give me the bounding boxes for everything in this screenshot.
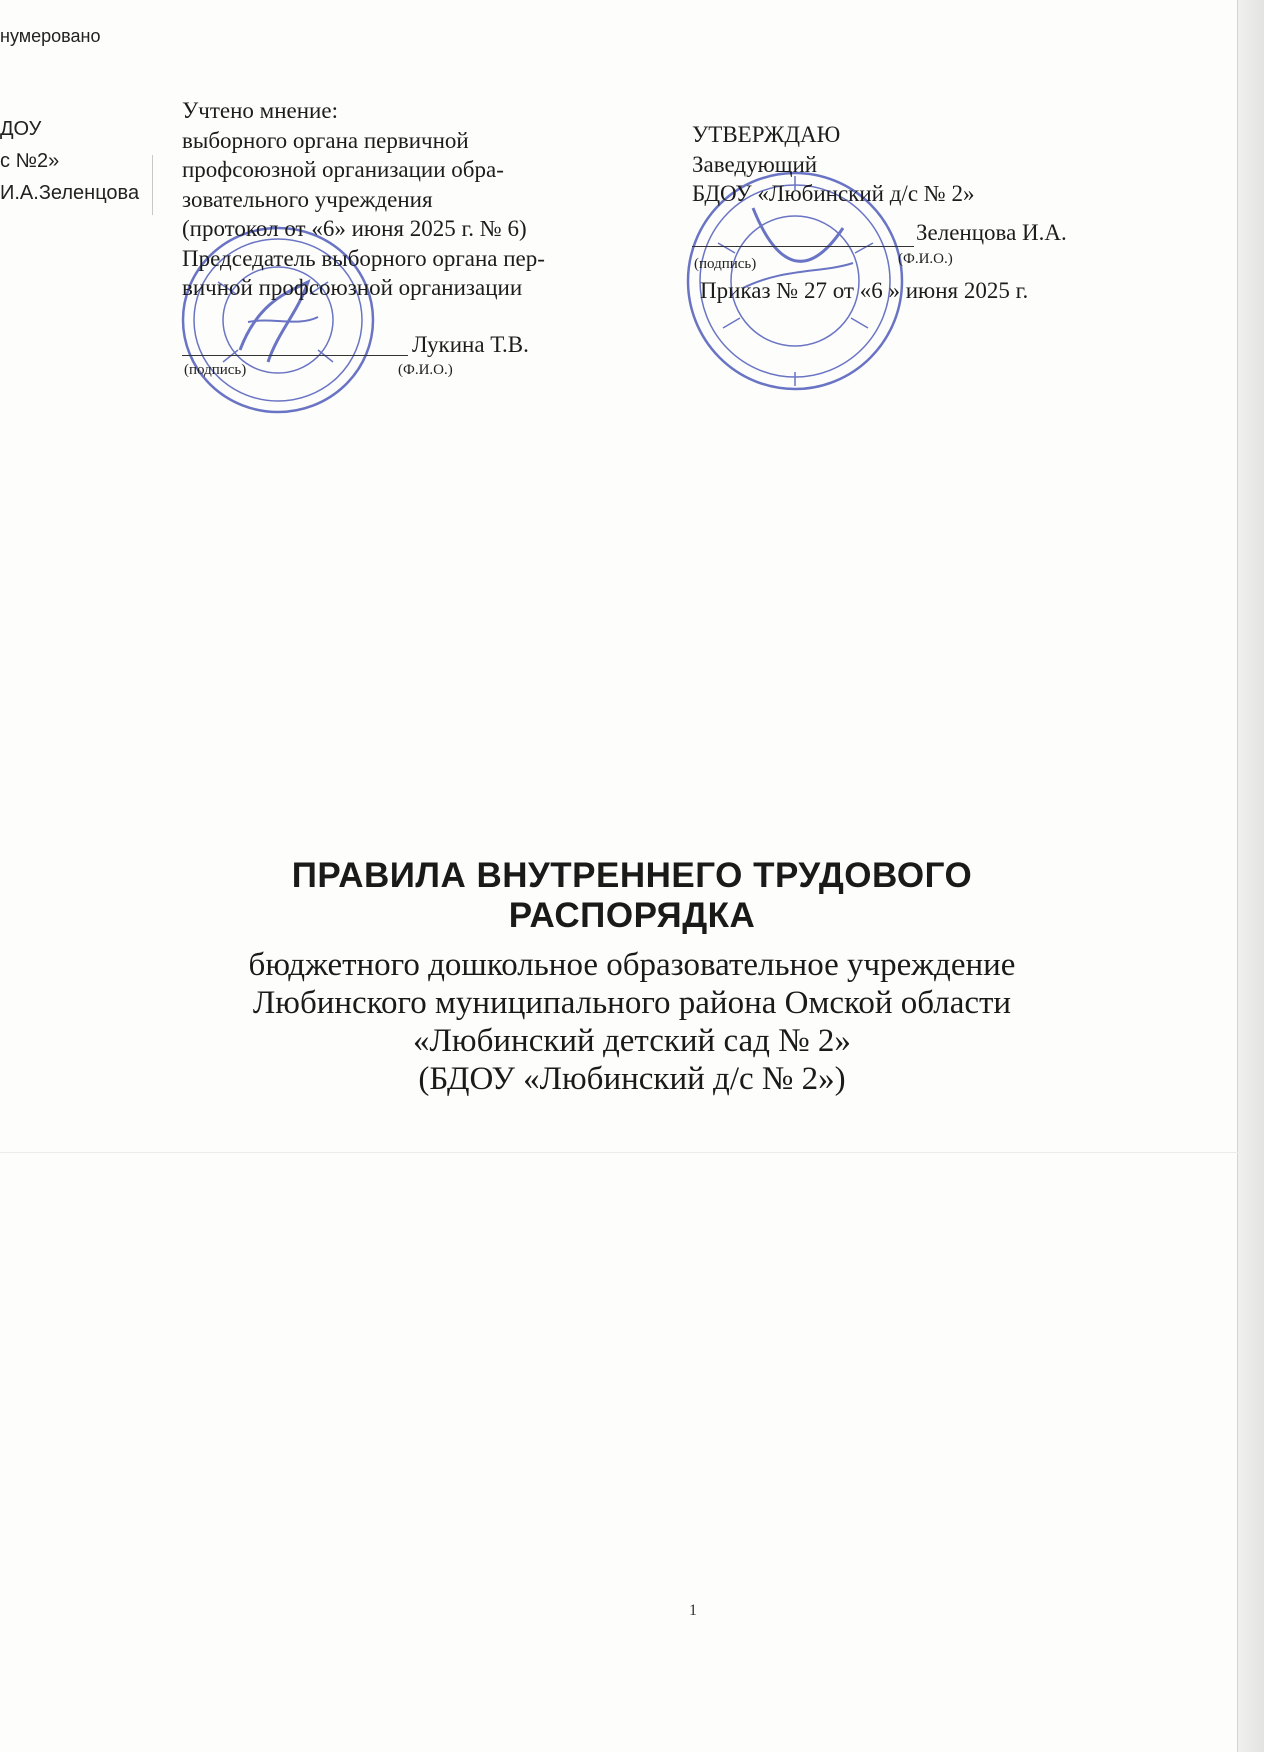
union-line-7: вичной профсоюзной организации	[182, 275, 523, 300]
union-protocol: (протокол от «6» июня 2025 г. № 6)	[182, 216, 527, 241]
union-caption-signature: (подпись)	[184, 362, 247, 378]
approval-heading: УТВЕРЖДАЮ	[692, 122, 841, 147]
approval-institution: БДОУ «Любинский д/с № 2»	[692, 181, 975, 206]
approval-caption-name: (Ф.И.О.)	[898, 251, 953, 267]
union-signature-line	[182, 355, 408, 356]
page-fold	[0, 1152, 1240, 1153]
approval-block	[692, 120, 974, 209]
union-line-6: Председатель выборного органа пер-	[182, 245, 545, 271]
approval-signature-line	[692, 246, 914, 247]
document-title	[0, 856, 1264, 936]
approval-caption-signature: (подпись)	[694, 256, 757, 272]
page-number: 1	[689, 1602, 697, 1619]
document-subtitle	[0, 946, 1264, 1098]
subtitle-line-2: Любинского муниципального района Омской области	[252, 985, 1012, 1021]
union-line-3: профсоюзной организации обра-	[182, 157, 504, 182]
union-opinion-block	[182, 96, 545, 303]
union-line-4: зовательного учреждения	[182, 186, 433, 212]
subtitle-line-1: бюджетного дошкольное образовательное учреждение	[248, 947, 1016, 983]
margin-divider	[152, 155, 153, 215]
union-signer: Лукина Т.В.	[412, 332, 529, 357]
subtitle-line-3: «Любинский детский сад № 2»	[413, 1023, 851, 1059]
union-heading: Учтено мнение:	[182, 98, 338, 123]
union-line-2: выборного органа первичной	[182, 127, 469, 153]
approval-order: Приказ № 27 от «6 » июня 2025 г.	[700, 278, 1029, 303]
title-line-2: РАСПОРЯДКА	[508, 896, 756, 935]
approval-signer: Зеленцова И.А.	[916, 220, 1067, 245]
title-line-1: ПРАВИЛА ВНУТРЕННЕГО ТРУДОВОГО	[291, 856, 973, 895]
union-caption-name: (Ф.И.О.)	[398, 362, 453, 378]
margin-note-ds: с №2»	[0, 150, 60, 172]
margin-note-numbered: нумеровано	[0, 26, 101, 46]
margin-note-dou: ДОУ	[0, 118, 42, 140]
approval-position: Заведующий	[692, 151, 818, 177]
margin-note-signer: И.А.Зеленцова	[0, 182, 140, 204]
subtitle-line-4: (БДОУ «Любинский д/с № 2»)	[418, 1061, 846, 1097]
